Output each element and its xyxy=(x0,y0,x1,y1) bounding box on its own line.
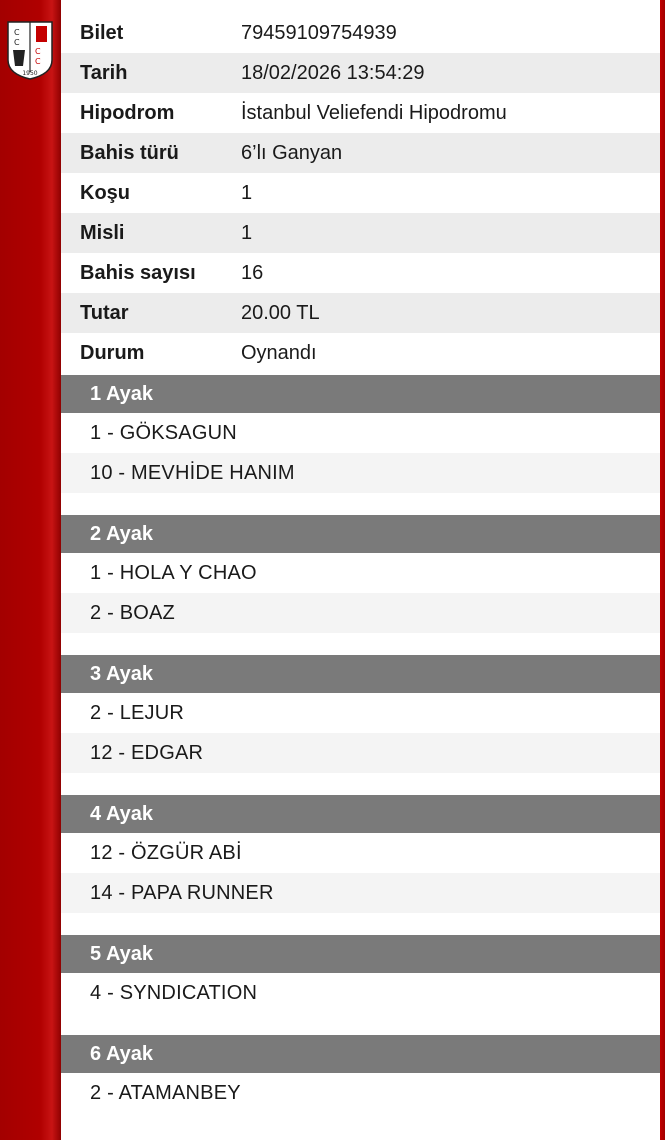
svg-text:C: C xyxy=(14,38,20,47)
info-value: 18/02/2026 13:54:29 xyxy=(241,61,425,84)
leg-header[interactable]: 1 Ayak xyxy=(61,375,660,413)
svg-text:1950: 1950 xyxy=(22,70,38,77)
info-row xyxy=(61,293,660,333)
right-edge-bar xyxy=(660,0,665,1140)
info-row xyxy=(61,13,660,53)
info-value: İstanbul Veliefendi Hipodromu xyxy=(241,101,507,124)
club-crest-icon[interactable] xyxy=(5,20,55,80)
horse-item: 12 - ÖZGÜR ABİ xyxy=(90,841,242,864)
horse-item: 14 - PAPA RUNNER xyxy=(61,873,660,913)
horse-item: 1 - GÖKSAGUN xyxy=(90,421,237,444)
ticket-content xyxy=(61,13,660,1113)
leg-header[interactable]: 5 Ayak xyxy=(61,935,660,973)
leg-section xyxy=(61,795,660,913)
info-value: 16 xyxy=(241,261,264,284)
info-label: Bahis türü xyxy=(80,141,179,164)
horse-item: 2 - ATAMANBEY xyxy=(90,1081,241,1104)
info-row xyxy=(61,93,660,133)
info-value: 1 xyxy=(241,221,253,244)
horse-item: 12 - EDGAR xyxy=(61,733,660,773)
leg-section xyxy=(61,515,660,633)
left-sidebar xyxy=(0,0,61,1140)
info-row xyxy=(61,173,660,213)
info-label: Durum xyxy=(80,341,145,364)
info-value: Oynandı xyxy=(241,341,317,364)
horse-item: 10 - MEVHİDE HANIM xyxy=(61,453,660,493)
info-value: 20.00 TL xyxy=(241,301,320,324)
horse-item: 1 - HOLA Y CHAO xyxy=(90,561,257,584)
info-value: 79459109754939 xyxy=(241,21,397,44)
info-label: Tarih xyxy=(80,61,128,84)
info-value: 6’lı Ganyan xyxy=(241,141,343,164)
info-label: Koşu xyxy=(80,181,130,204)
info-row xyxy=(61,133,660,173)
svg-text:C: C xyxy=(14,28,20,37)
horse-item: 2 - BOAZ xyxy=(61,593,660,633)
leg-section xyxy=(61,375,660,493)
leg-header[interactable]: 6 Ayak xyxy=(61,1035,660,1073)
leg-header[interactable]: 4 Ayak xyxy=(61,795,660,833)
info-label: Bilet xyxy=(80,21,124,44)
info-label: Misli xyxy=(80,221,125,244)
leg-header[interactable]: 2 Ayak xyxy=(61,515,660,553)
info-row xyxy=(61,333,660,373)
info-row xyxy=(61,253,660,293)
svg-text:C: C xyxy=(35,57,41,66)
info-label: Bahis sayısı xyxy=(80,261,196,284)
leg-section xyxy=(61,655,660,773)
info-row xyxy=(61,53,660,93)
leg-section xyxy=(61,935,660,1013)
horse-item: 4 - SYNDICATION xyxy=(90,981,258,1004)
horse-item: 2 - LEJUR xyxy=(90,701,185,724)
svg-text:C: C xyxy=(35,47,41,56)
info-label: Hipodrom xyxy=(80,101,175,124)
leg-section xyxy=(61,1035,660,1113)
info-value: 1 xyxy=(241,181,253,204)
info-label: Tutar xyxy=(80,301,129,324)
leg-header[interactable]: 3 Ayak xyxy=(61,655,660,693)
info-row xyxy=(61,213,660,253)
